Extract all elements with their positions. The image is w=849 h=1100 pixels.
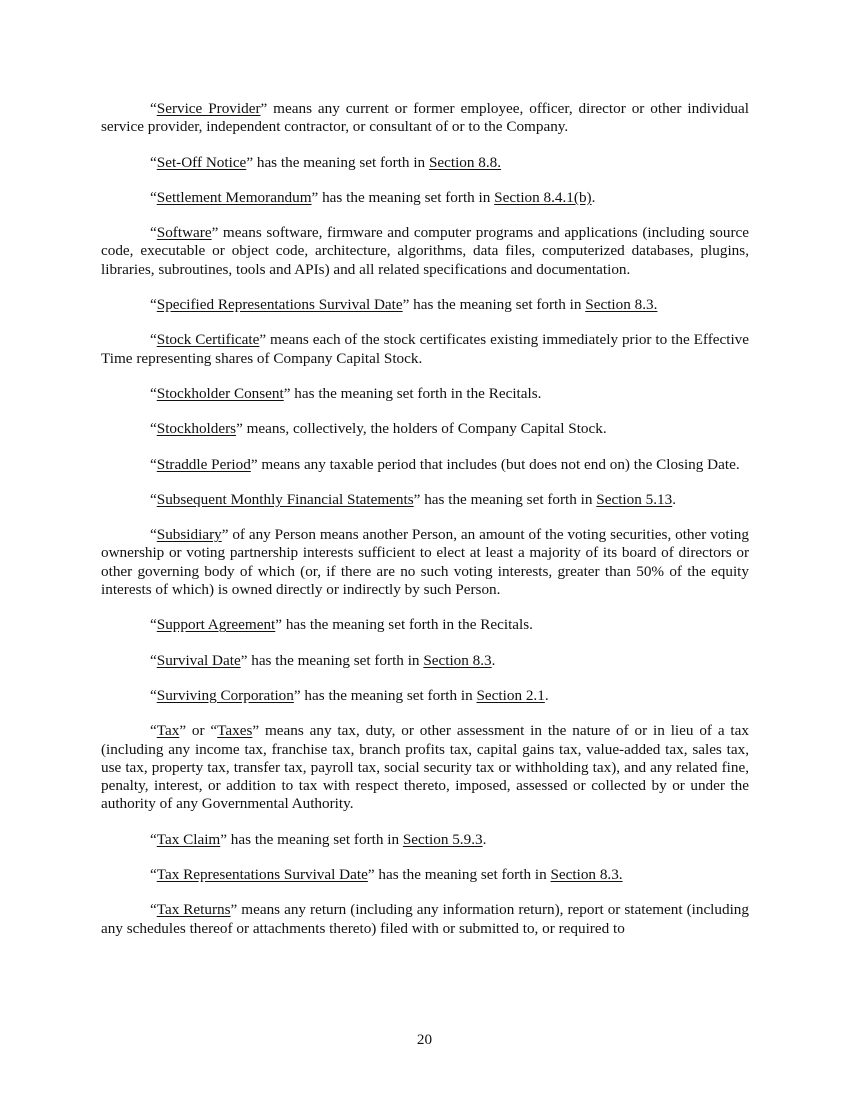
- definition-text: “: [150, 420, 157, 438]
- definition-text: “: [150, 188, 157, 206]
- definition-text: ” has the meaning set forth in: [367, 866, 551, 884]
- defined-term: Taxes: [217, 722, 253, 740]
- definition-survival-date: [101, 652, 749, 670]
- definition-text: ” has the meaning set forth in: [220, 830, 403, 848]
- definition-surviving-corporation: [101, 687, 749, 705]
- definition-text: ” means any current or former employee, officer, director or other individual service provider, independent contractor, or consultant of or to the Company.: [101, 100, 749, 136]
- defined-term: Subsidiary: [156, 526, 222, 544]
- definition-tax-returns: [101, 901, 749, 938]
- defined-term: Settlement Memorandum: [156, 188, 312, 206]
- definition-text: “: [150, 651, 157, 669]
- definition-text: .: [491, 651, 496, 669]
- definition-text: “: [150, 384, 157, 402]
- document-page: [101, 100, 749, 955]
- definition-text: ” of any Person means another Person, an amount of the voting securities, other voting ownership or voting partnership interests sufficient to elect at least a majority of its board of directors or other governing body of which (or, if there are no such voting interests, greater than 50% of the equity interests of which) is owned directly or indirectly by such Person.: [101, 526, 749, 599]
- definition-subsequent-monthly-financial-statements: [101, 491, 749, 509]
- defined-term: Set-Off Notice: [156, 153, 247, 171]
- definition-text: .: [544, 686, 549, 704]
- definition-text: ” means any return (including any information return), report or statement (including any schedules thereof or attachments thereto) filed with or submitted to, or required to: [101, 901, 749, 937]
- definition-tax-representations-survival-date: [101, 866, 749, 884]
- definition-set-off-notice: [101, 154, 749, 172]
- section-reference: Section 8.4.1(b): [494, 188, 592, 206]
- definition-text: ” means software, firmware and computer programs and applications (including source code, executable or object code, architecture, algorithms, data files, computerized databases, plugins, libraries, subroutines, tools and APIs) and all related specifications and documentation.: [101, 224, 749, 278]
- definition-text: “: [150, 296, 157, 314]
- definition-tax-claim: [101, 831, 749, 849]
- section-reference: Section 8.8.: [428, 153, 502, 171]
- definition-tax: [101, 722, 749, 813]
- section-reference: Section 8.3.: [550, 866, 623, 884]
- definition-subsidiary: [101, 526, 749, 599]
- defined-term: Surviving Corporation: [156, 686, 294, 704]
- definition-text: ” means any tax, duty, or other assessment in the nature of or in lieu of a tax (including any income tax, franchise tax, branch profits tax, capital gains tax, value-added tax, sales tax, use tax, property tax, transfer tax, payroll tax, social security tax or withholding tax), and any related fine, penalty, interest, or addition to tax with respect thereto, imposed, assessed or collected by or under the authority of any Governmental Authority.: [101, 722, 749, 813]
- definition-text: “: [150, 153, 157, 171]
- definition-text: .: [672, 490, 677, 508]
- definition-text: “: [150, 686, 157, 704]
- definition-text: ” has the meaning set forth in: [402, 296, 586, 314]
- defined-term: Software: [156, 224, 212, 242]
- section-reference: Section 8.3: [423, 651, 492, 669]
- definition-text: ” has the meaning set forth in: [293, 686, 477, 704]
- definition-text: .: [482, 830, 487, 848]
- page-number: 20: [416, 1031, 433, 1048]
- definition-text: ” has the meaning set forth in: [311, 188, 495, 206]
- defined-term: Tax Representations Survival Date: [156, 866, 368, 884]
- defined-term: Subsequent Monthly Financial Statements: [156, 490, 414, 508]
- defined-term: Tax Returns: [156, 901, 231, 919]
- defined-term: Tax: [156, 722, 180, 740]
- definition-support-agreement: [101, 616, 749, 634]
- definition-text: .: [591, 188, 596, 206]
- definition-text: “: [150, 490, 157, 508]
- definition-text: “: [150, 722, 157, 740]
- definition-specified-representations-survival-date: [101, 296, 749, 314]
- defined-term: Stockholder Consent: [156, 384, 284, 402]
- definition-text: ” has the meaning set forth in: [240, 651, 424, 669]
- definition-text: ” means any taxable period that includes (but does not end on) the Closing Date.: [250, 455, 740, 473]
- section-reference: Section 5.13: [596, 490, 673, 508]
- definition-stock-certificate: [101, 331, 749, 368]
- defined-term: Straddle Period: [156, 455, 251, 473]
- defined-term: Support Agreement: [156, 616, 276, 634]
- definition-text: ” has the meaning set forth in: [246, 153, 429, 171]
- definition-text: “: [150, 526, 157, 544]
- definition-text: ” has the meaning set forth in the Recitals.: [275, 616, 533, 634]
- definitions-list: [101, 100, 749, 938]
- section-reference: Section 8.3.: [585, 296, 658, 314]
- definition-text: “: [150, 331, 157, 349]
- definition-text: “: [150, 616, 157, 634]
- definition-text: ” means, collectively, the holders of Company Capital Stock.: [236, 420, 607, 438]
- defined-term: Service Provider: [156, 100, 261, 117]
- definition-stockholders: [101, 420, 749, 438]
- definition-text: “: [150, 830, 157, 848]
- section-reference: Section 5.9.3: [402, 830, 483, 848]
- definition-text: “: [150, 866, 157, 884]
- definition-text: ” means each of the stock certificates existing immediately prior to the Effective Time representing shares of Company Capital Stock.: [101, 331, 750, 367]
- definition-text: ” has the meaning set forth in the Recitals.: [283, 384, 542, 402]
- defined-term: Stock Certificate: [156, 331, 260, 349]
- defined-term: Specified Representations Survival Date: [156, 296, 403, 314]
- definition-settlement-memorandum: [101, 189, 749, 207]
- definition-text: ” has the meaning set forth in: [413, 490, 597, 508]
- section-reference: Section 2.1: [476, 686, 545, 704]
- defined-term: Tax Claim: [156, 830, 221, 848]
- definition-service-provider: [101, 100, 749, 137]
- definition-text: “: [150, 100, 157, 117]
- defined-term: Stockholders: [156, 420, 237, 438]
- definition-text: “: [150, 901, 157, 919]
- definition-software: [101, 224, 749, 279]
- defined-term: Survival Date: [156, 651, 241, 669]
- definition-stockholder-consent: [101, 385, 749, 403]
- definition-text: “: [150, 224, 157, 242]
- definition-straddle-period: [101, 456, 749, 474]
- definition-text: ” or “: [179, 722, 218, 740]
- definition-text: “: [150, 455, 157, 473]
